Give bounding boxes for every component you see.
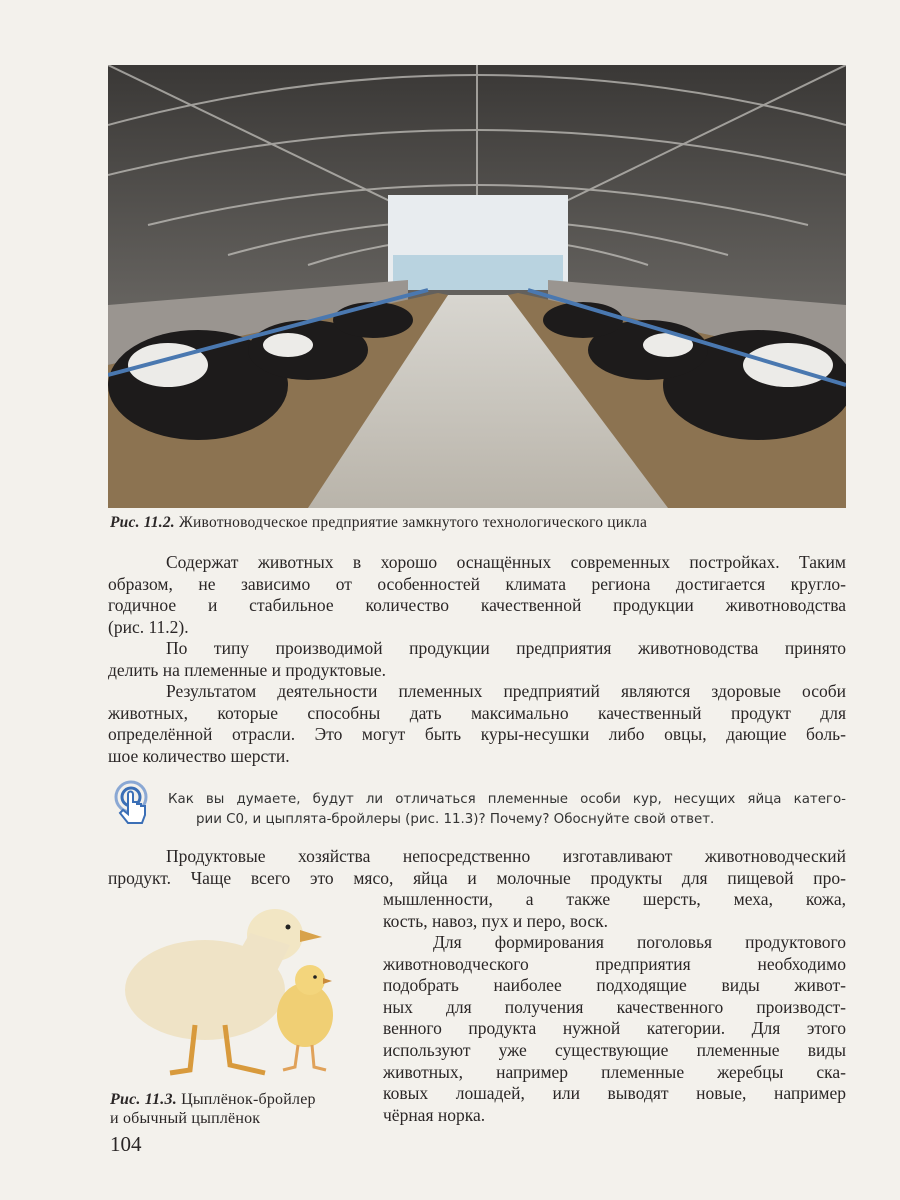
paragraph-2 xyxy=(108,638,846,681)
text-line: животных, которые способны дать максимально качественный продукт для xyxy=(108,702,846,723)
figure-label: Рис. 11.3. xyxy=(110,1091,177,1108)
text-line: венного продукта нужной категории. Для этого xyxy=(383,1018,846,1039)
text-line: животноводческого предприятия необходимо xyxy=(383,953,846,974)
text-line: Результатом деятельности племенных предприятий являются здоровые особи xyxy=(166,681,846,701)
text-line: Как вы думаете, будут ли отличаться племенные особи кур, несущих яйца катего- xyxy=(168,792,846,807)
figure-caption xyxy=(110,1090,316,1128)
chicks-photo xyxy=(110,895,360,1080)
text-line: ных для получения качественного производст- xyxy=(383,996,846,1017)
text-line: мышленности, а также шерсть, меха, кожа, xyxy=(383,889,846,910)
text-line: годичное и стабильное количество качественной продукции животноводства xyxy=(108,595,846,616)
figure-caption-text: Цыплёнок-бройлер xyxy=(181,1091,316,1108)
text-line: кость, навоз, пух и перо, воск. xyxy=(383,910,608,931)
text-line: По типу производимой продукции предприятия животноводства принято xyxy=(166,638,846,658)
text-line: продукт. Чаще всего это мясо, яйца и молочные продукты для пищевой про- xyxy=(108,867,846,888)
figure-label: Рис. 11.2. xyxy=(110,514,175,531)
question-text xyxy=(168,790,846,830)
text-line: (рис. 11.2). xyxy=(108,616,189,637)
text-line: делить на племенные и продуктовые. xyxy=(108,659,386,680)
text-line: Продуктовые хозяйства непосредственно изготавливают животноводческий xyxy=(166,846,846,866)
text-line: чёрная норка. xyxy=(383,1104,486,1125)
text-line: образом, не зависимо от особенностей климата региона достигается кругло- xyxy=(108,573,846,594)
text-line: используют уже существующие племенные виды xyxy=(383,1039,846,1060)
text-line: Содержат животных в хорошо оснащённых современных постройках. Таким xyxy=(166,552,846,572)
text-line: Для формирования поголовья продуктового xyxy=(433,932,846,952)
figure-caption xyxy=(110,514,647,532)
paragraph-1 xyxy=(108,552,846,638)
figure-caption-text: Животноводческое предприятие замкнутого технологического цикла xyxy=(178,514,648,531)
page-number: 104 xyxy=(110,1132,142,1156)
paragraph-5 xyxy=(383,932,846,1126)
text-line: животных, например племенные жеребцы ска- xyxy=(383,1061,846,1082)
text-line: ковых лошадей, или выводят новые, например xyxy=(383,1083,846,1104)
barn-photo xyxy=(108,65,846,508)
text-line: подобрать наиболее подходящие виды живот- xyxy=(383,975,846,996)
touch-hand-icon xyxy=(112,780,150,830)
figure-caption-text: и обычный цыплёнок xyxy=(110,1110,261,1127)
text-line: определённой отрасли. Это могут быть куры-несушки либо овцы, дающие боль- xyxy=(108,724,846,745)
text-line: рии С0, и цыплята-бройлеры (рис. 11.3)? Почему? Обоснуйте свой ответ. xyxy=(196,812,715,827)
paragraph-3 xyxy=(108,681,846,767)
text-line: шое количество шерсти. xyxy=(108,745,290,766)
